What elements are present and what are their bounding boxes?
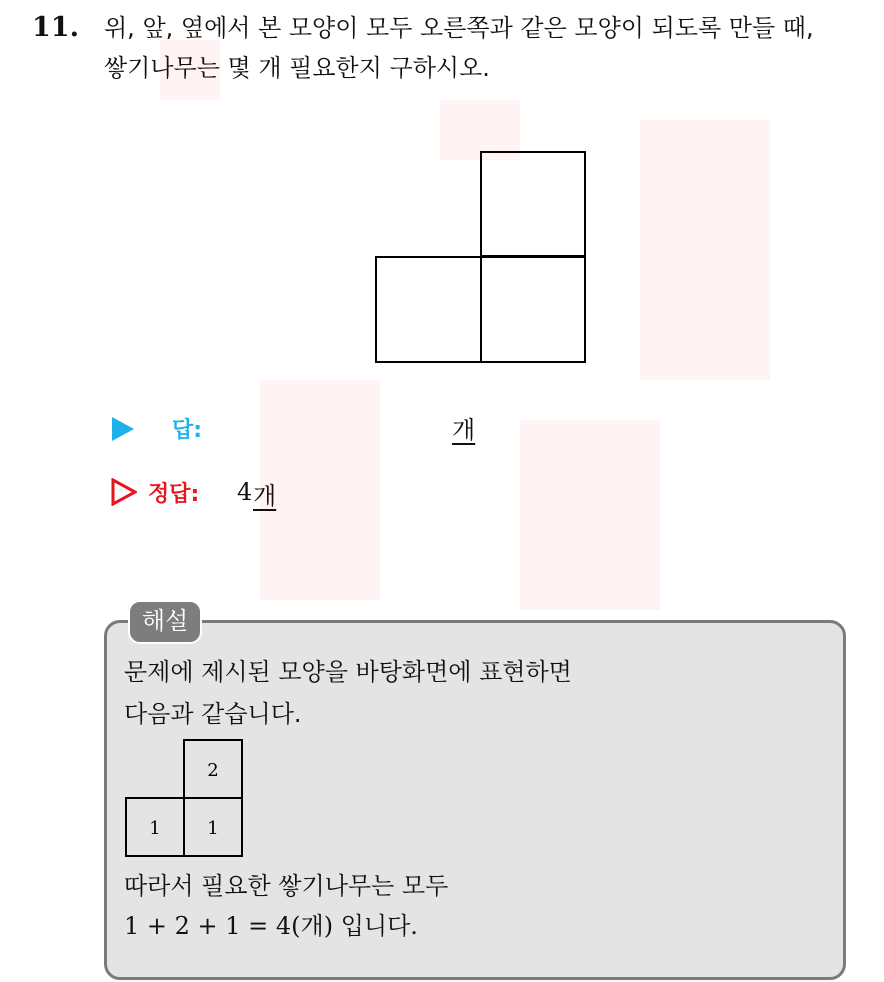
explanation-line4: 1 + 2 + 1 = 4(개) 입니다. — [124, 912, 418, 940]
watermark — [520, 420, 660, 610]
explanation-line3: 따라서 필요한 쌓기나무는 모두 — [124, 872, 449, 900]
view-shape-figure — [374, 150, 590, 366]
watermark — [260, 380, 380, 600]
correct-value: 4 — [237, 478, 253, 506]
watermark — [640, 120, 770, 380]
grid-cell-bottom-right: 1 — [207, 818, 219, 839]
top-view-count-grid — [124, 738, 246, 860]
explanation-line2: 다음과 같습니다. — [124, 700, 302, 728]
shape-square-top — [481, 152, 585, 256]
correct-unit: 개 — [253, 482, 277, 510]
question-text-line2: 쌓기나무는 몇 개 필요한지 구하시오. — [104, 54, 490, 82]
correct-label: 정답: — [148, 482, 200, 507]
answer-arrow-icon — [111, 416, 135, 442]
grid-cell-bottom-left: 1 — [149, 818, 161, 839]
explanation-tag: 해설 — [128, 600, 202, 644]
answer-label: 답: — [172, 418, 203, 443]
grid-cell-top: 2 — [207, 760, 219, 781]
answer-unit: 개 — [452, 416, 476, 444]
question-number: 11. — [32, 12, 79, 43]
correct-arrow-icon — [111, 478, 137, 506]
explanation-line1: 문제에 제시된 모양을 바탕화면에 표현하면 — [124, 658, 572, 686]
shape-square-bottom-right — [481, 257, 585, 362]
shape-square-bottom-left — [376, 257, 481, 362]
question-text-line1: 위, 앞, 옆에서 본 모양이 모두 오른쪽과 같은 모양이 되도록 만들 때, — [104, 14, 814, 42]
